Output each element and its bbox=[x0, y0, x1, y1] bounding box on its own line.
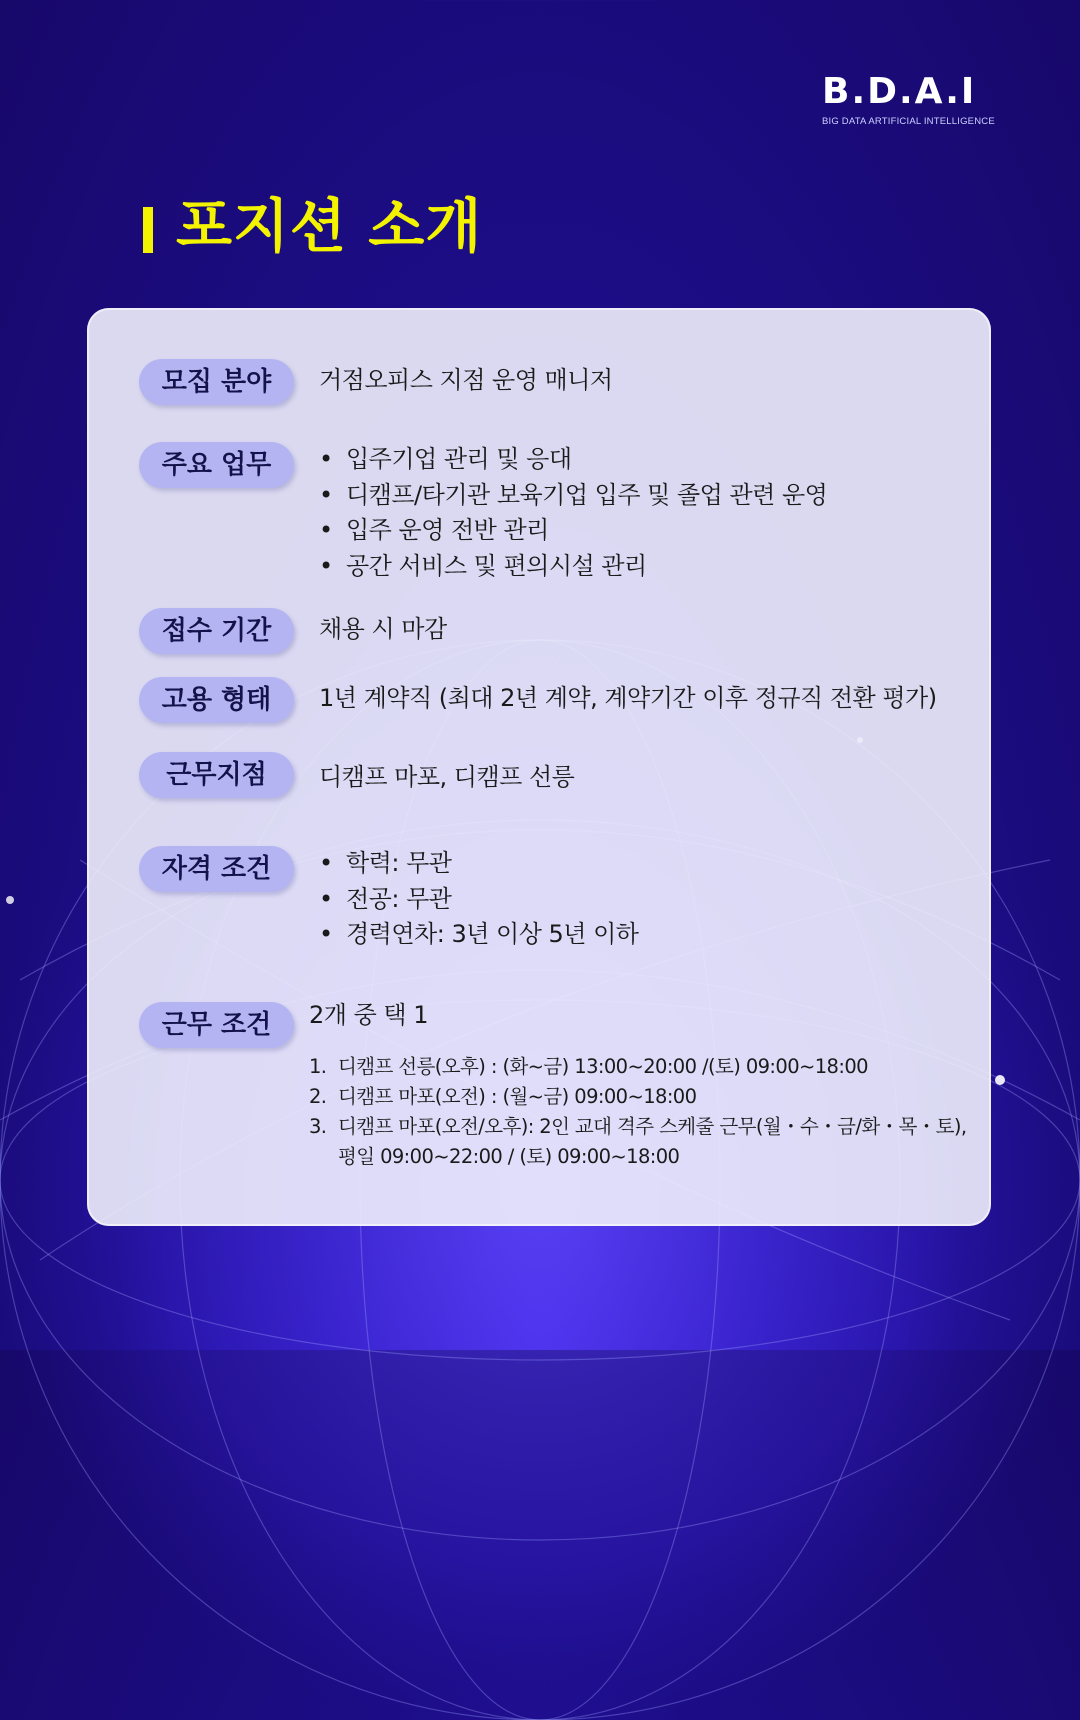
application-period-label: 접수 기간 bbox=[139, 608, 294, 654]
position-info-card bbox=[87, 308, 991, 1226]
logo-subtitle: BIG DATA ARTIFICIAL INTELLIGENCE bbox=[822, 116, 995, 127]
option-text: 디캠프 선릉(오후) : (화~금) 13:00~20:00 /(토) 09:00~18:00 bbox=[338, 1055, 868, 1078]
recruit-field-value: 거점오피스 지점 운영 매니저 bbox=[319, 366, 613, 394]
main-duties-list bbox=[319, 442, 827, 584]
list-item: • 전공: 무관 bbox=[319, 882, 638, 918]
list-item: • 학력: 무관 bbox=[319, 846, 638, 882]
brand-logo bbox=[822, 72, 1002, 127]
list-item: • 공간 서비스 및 편의시설 관리 bbox=[319, 549, 827, 585]
work-conditions-intro: 2개 중 택 1 bbox=[309, 1001, 428, 1029]
main-duties-label: 주요 업무 bbox=[139, 442, 294, 488]
qualifications-list bbox=[319, 846, 638, 953]
work-conditions-label: 근무 조건 bbox=[139, 1002, 294, 1048]
list-item: • 디캠프/타기관 보육기업 입주 및 졸업 관련 운영 bbox=[319, 478, 827, 514]
option-text-continuation: 평일 09:00~22:00 / (토) 09:00~18:00 bbox=[338, 1145, 680, 1168]
option-number: 3. bbox=[309, 1115, 327, 1138]
list-item bbox=[309, 1052, 966, 1082]
option-text: 디캠프 마포(오전/오후): 2인 교대 격주 스케줄 근무(월・수・금/화・목・토), bbox=[338, 1115, 967, 1138]
title-accent-bar bbox=[143, 207, 153, 253]
list-item: • 입주 운영 전반 관리 bbox=[319, 513, 827, 549]
logo-wordmark: B.D.A.I bbox=[822, 71, 977, 112]
recruit-field-label: 모집 분야 bbox=[139, 359, 294, 405]
list-item bbox=[309, 1112, 966, 1172]
list-item: • 경력연차: 3년 이상 5년 이하 bbox=[319, 917, 638, 953]
option-number: 2. bbox=[309, 1085, 327, 1108]
option-text: 디캠프 마포(오전) : (월~금) 09:00~18:00 bbox=[338, 1085, 697, 1108]
work-location-value: 디캠프 마포, 디캠프 선릉 bbox=[319, 763, 575, 791]
list-item bbox=[309, 1082, 966, 1112]
list-item: • 입주기업 관리 및 응대 bbox=[319, 442, 827, 478]
employment-type-label: 고용 형태 bbox=[139, 677, 294, 723]
work-conditions-options bbox=[309, 1052, 966, 1172]
employment-type-value: 1년 계약직 (최대 2년 계약, 계약기간 이후 정규직 전환 평가) bbox=[319, 684, 937, 712]
application-period-value: 채용 시 마감 bbox=[319, 615, 447, 643]
option-number: 1. bbox=[309, 1055, 327, 1078]
work-location-label: 근무지점 bbox=[139, 752, 294, 798]
page-title: 포지션 소개 bbox=[176, 192, 483, 260]
qualifications-label: 자격 조건 bbox=[139, 846, 294, 892]
